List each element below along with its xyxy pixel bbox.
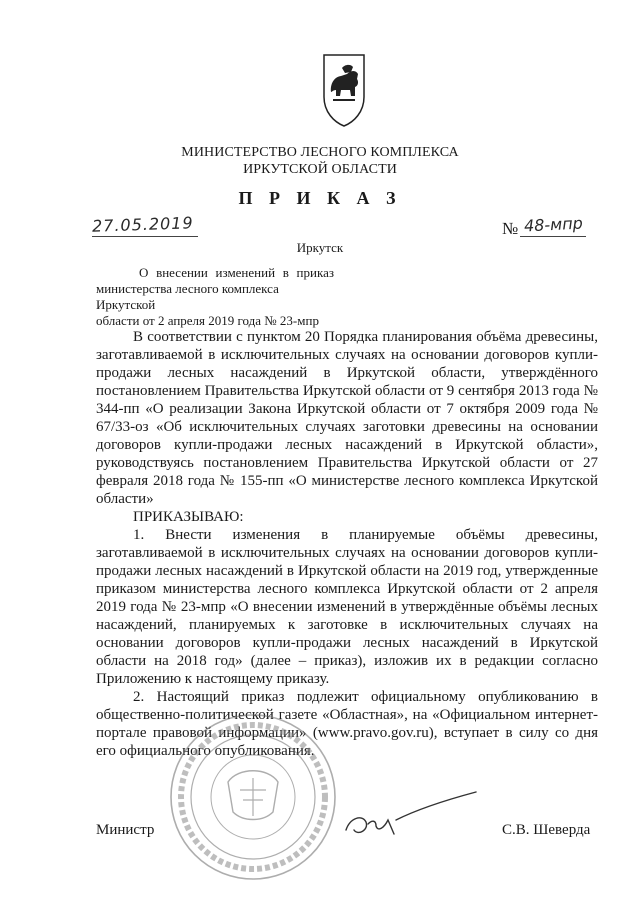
coat-of-arms-emblem	[321, 52, 367, 128]
city: Иркутск	[296, 240, 344, 255]
signatory-position: Министр	[96, 822, 155, 838]
order-item-2: 2. Настоящий приказ подлежит официальному опубликованию в общественно-политической газете «Областная», на «Официальном интернет-портале правовой информации» (www.pravo.gov.ru), вступает в силу со дня его официального опубликования.	[96, 689, 598, 759]
date-underline	[92, 236, 198, 237]
subject-line1: О внесении изменений в приказ	[139, 265, 334, 280]
subject-line3: области от 2 апреля 2019 года № 23-мпр	[96, 313, 319, 328]
number-underline	[520, 236, 586, 237]
handwritten-number: 48-мпр	[523, 213, 584, 236]
official-seal-stamp	[168, 712, 338, 882]
order-word: ПРИКАЗЫВАЮ:	[133, 509, 244, 525]
preamble-paragraph: В соответствии с пунктом 20 Порядка планирования объёма древесины, заготавливаемой в исключительных случаях на основании договоров купли-продажи лесных насаждений в Иркутской области, утверждённого постановлением Правительства Иркутской области от 9 сентября 2013 года № 344-пп «О реализации Закона Иркутской области от 7 октября 2009 года № 67/33-оз «Об исключительных случаях заготовки древесины на основании договоров купли-продажи лесных насаждений в Иркутской области», руководствуясь постановлением Правительства Иркутской области от 27 февраля 2018 года № 155-пп «О министерстве лесного комплекса Иркутской области»	[96, 329, 598, 507]
handwritten-signature	[336, 790, 486, 850]
ministry-name-line2: ИРКУТСКОЙ ОБЛАСТИ	[243, 162, 397, 177]
subject-block	[96, 265, 334, 329]
handwritten-date: 27.05.2019	[91, 213, 194, 236]
signatory-name: С.В. Шеверда	[502, 822, 591, 838]
number-sign: №	[502, 219, 519, 238]
ministry-name	[0, 144, 640, 178]
order-item-1: 1. Внести изменения в планируемые объёмы древесины, заготавливаемой в исключительных случаях на основании договоров купли-продажи лесных насаждений в Иркутской области на 2019 год, утвержденные приказом министерства лесного комплекса Иркутской области от 2 апреля 2019 года № 23-мпр «О внесении изменений в утверждённые объёмы лесных насаждений, планируемых к заготовке в исключительных случаях на основании договоров купли-продажи лесных насаждений в Иркутской области на 2018 год» (далее – приказ), изложив их в редакции согласно Приложению к настоящему приказу.	[96, 527, 598, 687]
ministry-name-line1: МИНИСТЕРСТВО ЛЕСНОГО КОМПЛЕКСА	[181, 145, 459, 160]
document-type-title: П Р И К А З	[238, 188, 402, 208]
document-body	[96, 328, 598, 760]
subject-line2: министерства лесного комплекса Иркутской	[96, 281, 279, 312]
